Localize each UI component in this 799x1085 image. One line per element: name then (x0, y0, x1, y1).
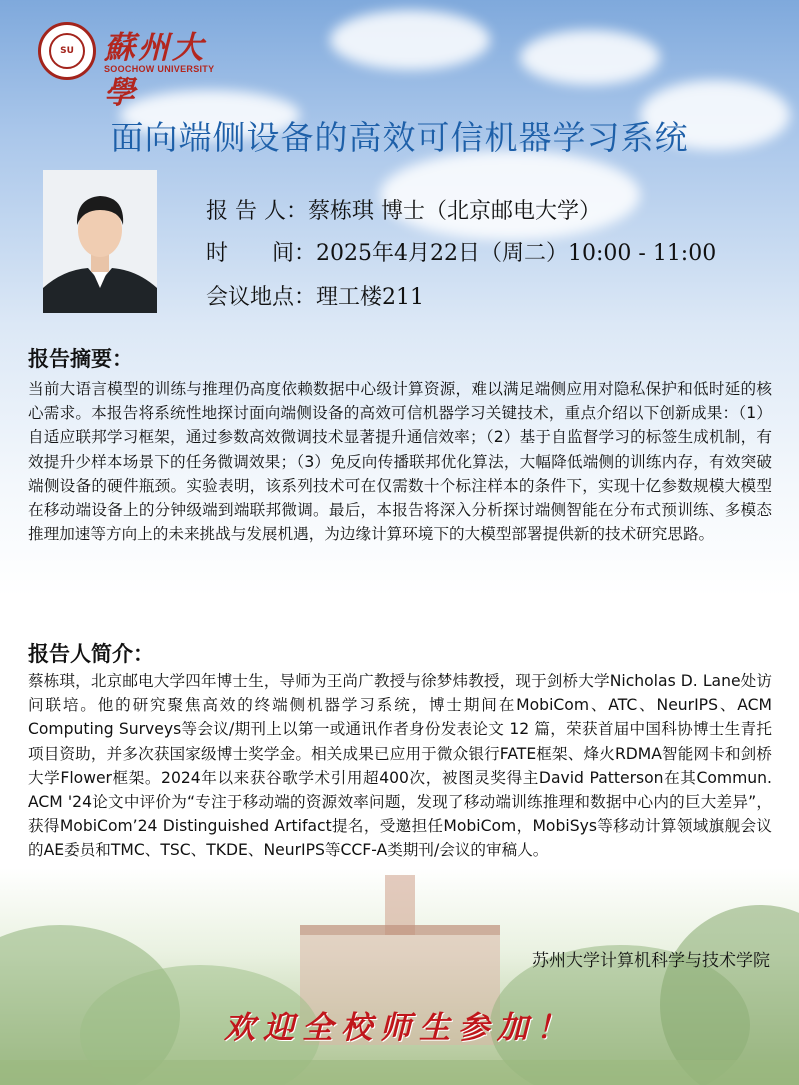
time-value: 2025年4月22日（周二）10:00 - 11:00 (316, 241, 717, 266)
place-value: 理工楼211 (316, 285, 425, 310)
time-row (206, 236, 716, 267)
bio-text: 蔡栋琪，北京邮电大学四年博士生，导师为王尚广教授与徐梦炜教授，现于剑桥大学Nicholas D. Lane处访问联培。他的研究聚焦高效的终端侧机器学习系统，博士期间在MobiCom、ATC、NeurIPS、ACM Computing Surveys等会议/期刊上以第一或通讯作者身份发表论文 12 篇，荣获首届中国科协博士生青托项目资助，并多次获国家级博士奖学金。相关成果已应用于微众银行FATE框架、烽火RDMA智能网卡和剑桥大学Flower框架。2024年以来获谷歌学术引用超400次，被图灵奖得主David Patterson在其Commun. ACM '24论文中评价为“专注于移动端的资源效率问题，发现了移动端训练推理和数据中心内的巨大差异”，获得MobiCom’24 Distinguished Artifact提名，受邀担任MobiCom，MobiSys等移动计算领域旗舰会议的AE委员和TMC、TSC、TKDE、NeurIPS等CCF-A类期刊/会议的审稿人。 (28, 672, 772, 860)
speaker-row (206, 194, 601, 225)
university-seal-icon: SU (38, 22, 96, 80)
place-label: 会议地点： (206, 285, 317, 310)
speaker-value: 蔡栋琪 博士（北京邮电大学） (308, 199, 601, 224)
speaker-photo (43, 170, 157, 313)
page-title: 面向端侧设备的高效可信机器学习系统 (110, 118, 689, 157)
abstract-heading: 报告摘要： (28, 347, 133, 371)
welcome-banner: 欢迎全校师生参加！ (224, 1010, 575, 1046)
university-name-cn: 蘇州大學 (104, 30, 206, 111)
campus-background-illustration (0, 865, 799, 1085)
time-label: 时 间： (206, 241, 317, 266)
university-name-en: SOOCHOW UNIVERSITY (104, 64, 215, 74)
cloud-decoration (330, 10, 490, 70)
abstract-text: 当前大语言模型的训练与推理仍高度依赖数据中心级计算资源，难以满足端侧应用对隐私保护和低时延的核心需求。本报告将系统性地探讨面向端侧设备的高效可信机器学习关键技术，重点介绍以下创新成果：（1）自适应联邦学习框架，通过参数高效微调技术显著提升通信效率；（2）基于自监督学习的标签生成机制，有效提升少样本场景下的任务微调效果；（3）免反向传播联邦优化算法，大幅降低端侧的训练内存，有效突破端侧设备的硬件瓶颈。实验表明，该系列技术可在仅需数十个标注样本的条件下，实现十亿参数规模大模型在移动端设备上的分钟级端到端联邦微调。最后，本报告将深入分析探讨端侧智能在分布式预训练、多模态推理加速等方向上的未来挑战与发展机遇，为边缘计算环境下的大模型部署提供新的技术研究思路。 (28, 380, 772, 544)
speaker-label: 报 告 人： (206, 199, 308, 224)
college-name: 苏州大学计算机科学与技术学院 (532, 951, 770, 971)
university-logo (38, 22, 238, 111)
place-row (206, 280, 424, 311)
bio-heading: 报告人简介： (28, 642, 154, 666)
cloud-decoration (520, 30, 660, 85)
